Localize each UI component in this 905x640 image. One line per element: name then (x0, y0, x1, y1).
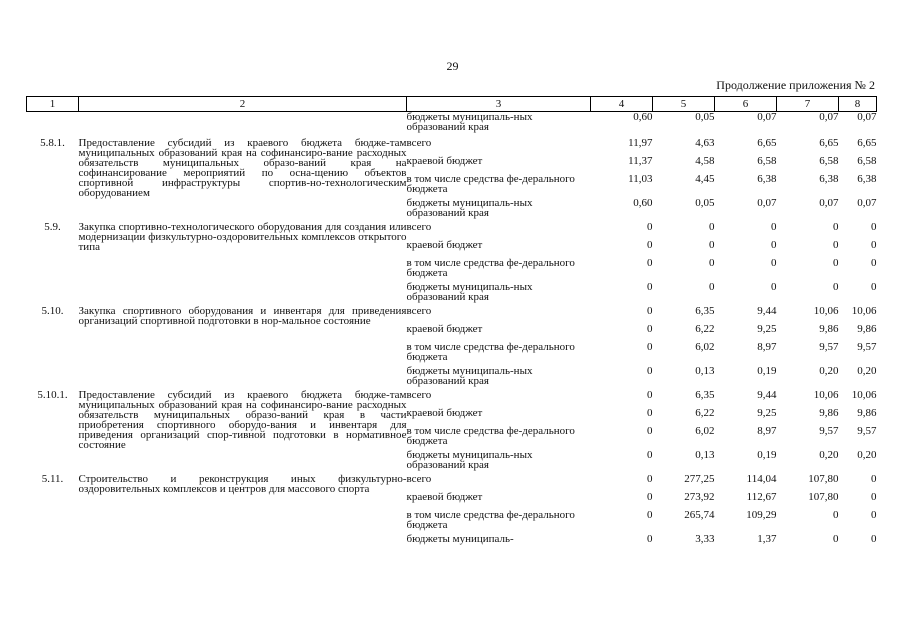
value-cell: 0,20 (857, 449, 877, 461)
value-cell: 0,05 (695, 111, 715, 123)
value-cell: 9,44 (757, 389, 777, 401)
value-cell: 6,35 (695, 389, 715, 401)
value-cell: 107,80 (808, 473, 839, 485)
funding-source: краевой бюджет (406, 407, 483, 419)
value-cell: 9,86 (819, 407, 839, 419)
value-cell: 9,57 (819, 425, 839, 437)
item-name: Предоставление субсидий из краевого бюджета бюдже-там муниципальных образований края на софинансиро-вание расходных обязательств муниципальных образо-ваний края на софинансирование мероприятий по осна-щению объектов спортивной инфраструктуры спортив-но-технологическим оборудованием (78, 137, 407, 199)
item-name: Закупка спортивного оборудования и инвентаря для приведения организаций спортивной подготовки в нор-мальное состояние (78, 305, 407, 327)
value-cell: 0 (647, 449, 653, 461)
funding-source: в том числе средства фе-дерального бюджета (406, 341, 575, 363)
value-cell: 0,20 (819, 365, 839, 377)
value-cell: 0,60 (633, 111, 653, 123)
column-header: 3 (407, 97, 591, 112)
item-number: 5.10.1. (37, 389, 68, 401)
value-cell: 0 (647, 425, 653, 437)
value-cell: 6,35 (695, 305, 715, 317)
value-cell: 4,58 (695, 155, 715, 167)
value-cell: 0 (647, 407, 653, 419)
budget-table (26, 96, 877, 558)
funding-source: всего (406, 221, 432, 233)
value-cell: 0,07 (819, 111, 839, 123)
value-cell: 0 (871, 473, 877, 485)
item-number: 5.9. (44, 221, 61, 233)
table-row (27, 138, 877, 156)
value-cell: 10,06 (813, 305, 839, 317)
value-cell: 0,20 (857, 365, 877, 377)
item-name: Закупка спортивно-технологического оборудования для создания или модернизации физкультурно-оздоровительных комплексов открытого типа (78, 221, 407, 253)
value-cell: 1,37 (757, 533, 777, 545)
column-header: 6 (715, 97, 777, 112)
table-row (27, 222, 877, 240)
value-cell: 10,06 (851, 389, 877, 401)
value-cell: 107,80 (808, 491, 839, 503)
funding-source: бюджеты муниципаль-ных образований края (406, 281, 533, 303)
funding-source: всего (406, 473, 432, 485)
table-row (27, 390, 877, 408)
value-cell: 9,57 (857, 341, 877, 353)
value-cell: 0 (771, 239, 777, 251)
value-cell: 277,25 (684, 473, 715, 485)
value-cell: 0 (833, 281, 839, 293)
value-cell: 0 (871, 281, 877, 293)
value-cell: 6,58 (819, 155, 839, 167)
value-cell: 0 (871, 491, 877, 503)
value-cell: 0 (871, 509, 877, 521)
value-cell: 0 (647, 341, 653, 353)
value-cell: 9,25 (757, 407, 777, 419)
funding-source: в том числе средства фе-дерального бюджета (406, 173, 575, 195)
value-cell: 114,04 (746, 473, 777, 485)
value-cell: 11,03 (628, 173, 653, 185)
column-header: 4 (591, 97, 653, 112)
continuation-label: Продолжение приложения № 2 (716, 78, 875, 92)
value-cell: 0,13 (695, 449, 715, 461)
value-cell: 0 (647, 305, 653, 317)
table-row (27, 112, 877, 139)
page-number: 29 (446, 59, 459, 73)
value-cell: 0,07 (757, 111, 777, 123)
funding-source: бюджеты муниципаль-ных образований края (406, 365, 533, 387)
value-cell: 0 (771, 281, 777, 293)
value-cell: 0 (647, 257, 653, 269)
column-header: 7 (777, 97, 839, 112)
funding-source: всего (406, 305, 432, 317)
value-cell: 10,06 (813, 389, 839, 401)
value-cell: 0,05 (695, 197, 715, 209)
value-cell: 0 (771, 257, 777, 269)
column-header: 2 (79, 97, 407, 112)
value-cell: 0 (647, 239, 653, 251)
value-cell: 0,07 (857, 111, 877, 123)
value-cell: 3,33 (695, 533, 715, 545)
item-number: 5.11. (41, 473, 64, 485)
table-body (27, 112, 877, 559)
table-row (27, 474, 877, 492)
value-cell: 0 (647, 365, 653, 377)
value-cell: 0 (833, 533, 839, 545)
value-cell: 0 (833, 221, 839, 233)
value-cell: 6,02 (695, 425, 715, 437)
value-cell: 9,86 (857, 407, 877, 419)
value-cell: 0 (871, 221, 877, 233)
value-cell: 6,22 (695, 323, 715, 335)
value-cell: 11,97 (628, 137, 653, 149)
value-cell: 109,29 (746, 509, 777, 521)
value-cell: 8,97 (757, 341, 777, 353)
value-cell: 0,19 (757, 449, 777, 461)
value-cell: 0 (871, 533, 877, 545)
value-cell: 0 (647, 473, 653, 485)
item-number: 5.8.1. (40, 137, 65, 149)
funding-source: всего (406, 137, 432, 149)
value-cell: 0,07 (757, 197, 777, 209)
value-cell: 6,02 (695, 341, 715, 353)
value-cell: 0,60 (633, 197, 653, 209)
funding-source: в том числе средства фе-дерального бюджета (406, 509, 575, 531)
value-cell: 0 (709, 221, 715, 233)
value-cell: 0 (647, 491, 653, 503)
value-cell: 273,92 (684, 491, 715, 503)
value-cell: 4,45 (695, 173, 715, 185)
value-cell: 0,07 (857, 197, 877, 209)
funding-source: в том числе средства фе-дерального бюджета (406, 257, 575, 279)
value-cell: 4,63 (695, 137, 715, 149)
value-cell: 0 (709, 239, 715, 251)
value-cell: 0 (647, 221, 653, 233)
value-cell: 9,86 (857, 323, 877, 335)
value-cell: 6,58 (757, 155, 777, 167)
value-cell: 0 (647, 281, 653, 293)
table-row (27, 306, 877, 324)
item-name: Предоставление субсидий из краевого бюджета бюдже-там муниципальных образований края на софинансиро-вание расходных обязательств муниципальных образо-ваний края в части приобретения спортивного оборудо-вания и инвентаря для приведения организаций спор-тивной подготовки в нормативное состояние (78, 389, 407, 451)
value-cell: 0 (833, 257, 839, 269)
value-cell: 0,20 (819, 449, 839, 461)
funding-source: краевой бюджет (406, 155, 483, 167)
funding-source: бюджеты муниципаль-ных образований края (406, 449, 533, 471)
funding-source: бюджеты муниципаль- (406, 533, 514, 545)
funding-source: в том числе средства фе-дерального бюджета (406, 425, 575, 447)
item-number: 5.10. (41, 305, 64, 317)
value-cell: 6,22 (695, 407, 715, 419)
value-cell: 0 (871, 239, 877, 251)
funding-source: краевой бюджет (406, 491, 483, 503)
value-cell: 0 (647, 323, 653, 335)
value-cell: 0 (709, 281, 715, 293)
value-cell: 0 (771, 221, 777, 233)
column-header: 8 (839, 97, 877, 112)
value-cell: 6,38 (819, 173, 839, 185)
column-header: 5 (653, 97, 715, 112)
value-cell: 0 (871, 257, 877, 269)
value-cell: 0 (833, 239, 839, 251)
value-cell: 6,65 (819, 137, 839, 149)
value-cell: 0 (833, 509, 839, 521)
value-cell: 265,74 (684, 509, 715, 521)
value-cell: 0,19 (757, 365, 777, 377)
value-cell: 6,65 (757, 137, 777, 149)
value-cell: 0 (647, 509, 653, 521)
funding-source: бюджеты муниципаль-ных образований края (406, 111, 533, 133)
value-cell: 10,06 (851, 305, 877, 317)
value-cell: 9,25 (757, 323, 777, 335)
table-header-row (27, 97, 877, 112)
item-name: Строительство и реконструкция иных физкультурно-оздоровительных комплексов и центров для массового спорта (78, 473, 407, 495)
value-cell: 6,65 (857, 137, 877, 149)
value-cell: 8,97 (757, 425, 777, 437)
value-cell: 0 (647, 389, 653, 401)
value-cell: 9,57 (819, 341, 839, 353)
value-cell: 6,58 (857, 155, 877, 167)
value-cell: 9,44 (757, 305, 777, 317)
value-cell: 0,07 (819, 197, 839, 209)
value-cell: 6,38 (857, 173, 877, 185)
value-cell: 0,13 (695, 365, 715, 377)
value-cell: 6,38 (757, 173, 777, 185)
value-cell: 112,67 (746, 491, 777, 503)
funding-source: краевой бюджет (406, 323, 483, 335)
value-cell: 11,37 (628, 155, 653, 167)
funding-source: бюджеты муниципаль-ных образований края (406, 197, 533, 219)
value-cell: 0 (647, 533, 653, 545)
value-cell: 9,86 (819, 323, 839, 335)
column-header: 1 (27, 97, 79, 112)
value-cell: 9,57 (857, 425, 877, 437)
value-cell: 0 (709, 257, 715, 269)
funding-source: всего (406, 389, 432, 401)
funding-source: краевой бюджет (406, 239, 483, 251)
